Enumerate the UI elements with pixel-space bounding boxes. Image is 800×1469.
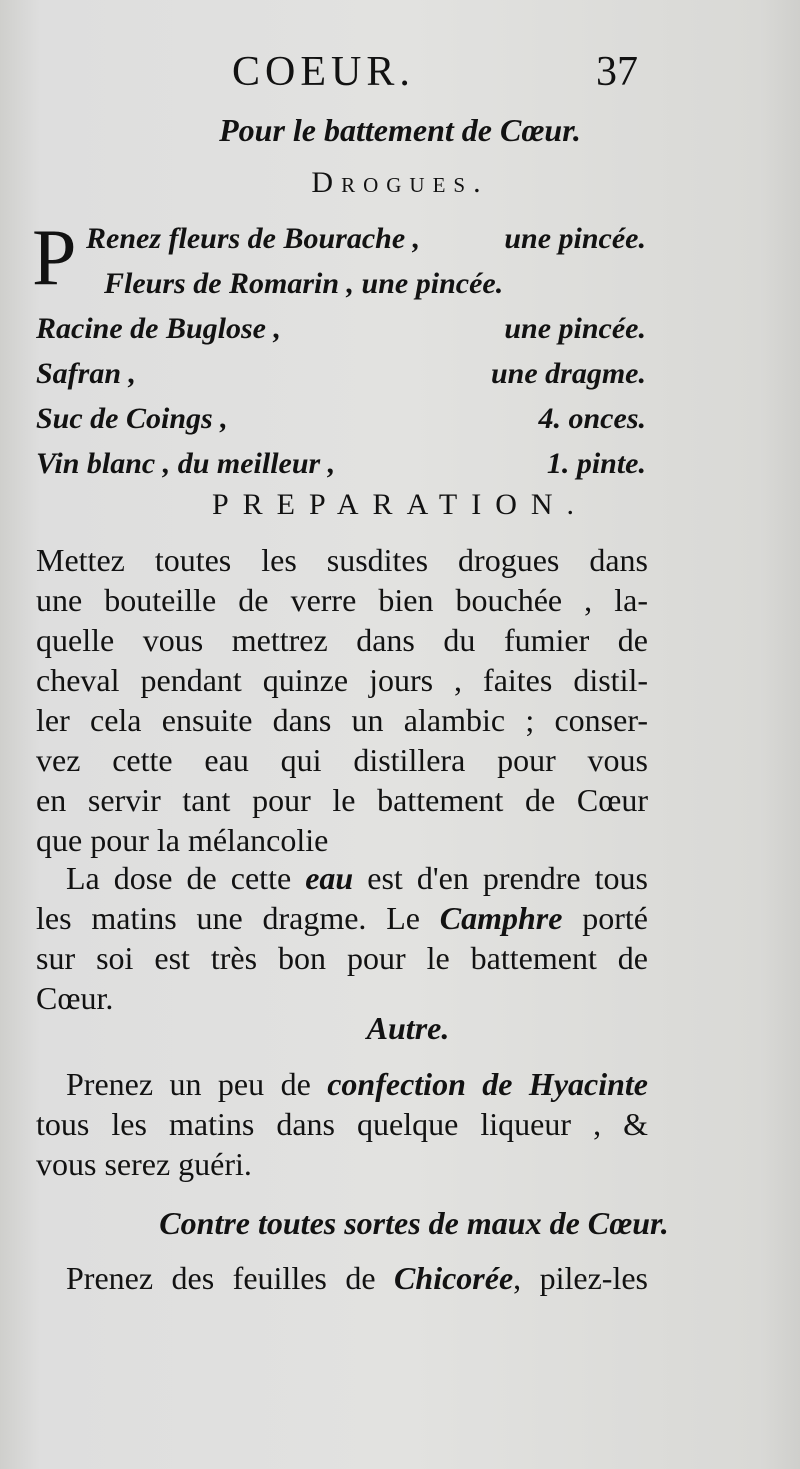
ingredient-name: Safran , — [36, 357, 137, 390]
text-span: est d'en prendre tous — [353, 860, 649, 896]
text-line: sur soi est très bon pour le battement de — [36, 940, 648, 976]
preparation-paragraph — [36, 540, 648, 860]
running-head: COEUR. — [232, 49, 415, 95]
ingredient-quantity: une pincée. — [504, 222, 646, 255]
preparation-heading: PREPARATION. — [211, 488, 589, 521]
page-header — [0, 48, 800, 108]
ingredient-name: Fleurs de Romarin , une pincée. — [104, 267, 504, 300]
emphasis-text: Chicorée — [394, 1260, 514, 1296]
text-line: en servir tant pour le battement de Cœur — [36, 782, 648, 818]
ingredients-list — [36, 222, 646, 492]
text-line: Mettez toutes les susdites drogues dans — [36, 542, 648, 578]
text-span: porté — [562, 900, 648, 936]
text-span: La dose de cette — [66, 860, 306, 896]
drogues-heading: Drogues. — [311, 166, 489, 199]
text-line: vous serez guéri. — [36, 1146, 252, 1182]
text-span: les matins une dragme. Le — [36, 900, 440, 936]
text-line — [36, 898, 648, 938]
text-line: cheval pendant quinze jours , faites distil- — [36, 662, 648, 698]
text-span: Prenez un peu de — [66, 1066, 328, 1102]
ingredient-row — [36, 267, 646, 312]
emphasis-text: confection de Hyacinte — [327, 1066, 649, 1102]
text-line: quelle vous mettrez dans du fumier de — [36, 622, 648, 658]
text-line — [36, 1064, 648, 1104]
ingredient-name: Racine de Buglose , — [36, 312, 281, 345]
ingredient-quantity: une dragme. — [490, 357, 646, 390]
section-title: Pour le battement de Cœur. — [219, 112, 581, 148]
page-number: 37 — [596, 49, 638, 95]
ingredient-row — [36, 402, 646, 447]
ingredient-name: Suc de Coings , — [36, 402, 228, 435]
ingredient-row — [36, 447, 646, 492]
dose-paragraph — [36, 858, 648, 1018]
text-line: que pour la mélancolie — [36, 822, 329, 858]
ingredient-name: Renez fleurs de Bourache , — [86, 222, 421, 255]
emphasis-text: eau — [305, 860, 354, 896]
text-line: vez cette eau qui distillera pour vous — [36, 742, 648, 778]
text-span: Prenez des feuilles de — [66, 1260, 395, 1296]
emphasis-text: Camphre — [439, 900, 563, 936]
final-paragraph — [36, 1258, 648, 1298]
ingredient-row — [36, 222, 646, 267]
text-line — [36, 858, 648, 898]
text-line: Cœur. — [36, 980, 114, 1016]
drop-cap: P — [32, 214, 77, 302]
autre-paragraph — [36, 1064, 648, 1184]
ingredient-row — [36, 357, 646, 402]
ingredient-quantity: une pincée. — [504, 312, 646, 345]
text-line: ler cela ensuite dans un alambic ; conser- — [36, 702, 648, 738]
autre-heading: Autre. — [366, 1010, 450, 1046]
ingredient-quantity: 1. pinte. — [546, 447, 646, 480]
text-line — [36, 1258, 648, 1298]
text-span: , pilez-les — [513, 1260, 649, 1296]
ingredient-row — [36, 312, 646, 357]
contre-heading: Contre toutes sortes de maux de Cœur. — [159, 1205, 669, 1241]
text-line: une bouteille de verre bien bouchée , la- — [36, 582, 648, 618]
ingredient-name: Vin blanc , du meilleur , — [36, 447, 336, 480]
ingredient-quantity: 4. onces. — [538, 402, 646, 435]
text-line: tous les matins dans quelque liqueur , & — [36, 1106, 648, 1142]
